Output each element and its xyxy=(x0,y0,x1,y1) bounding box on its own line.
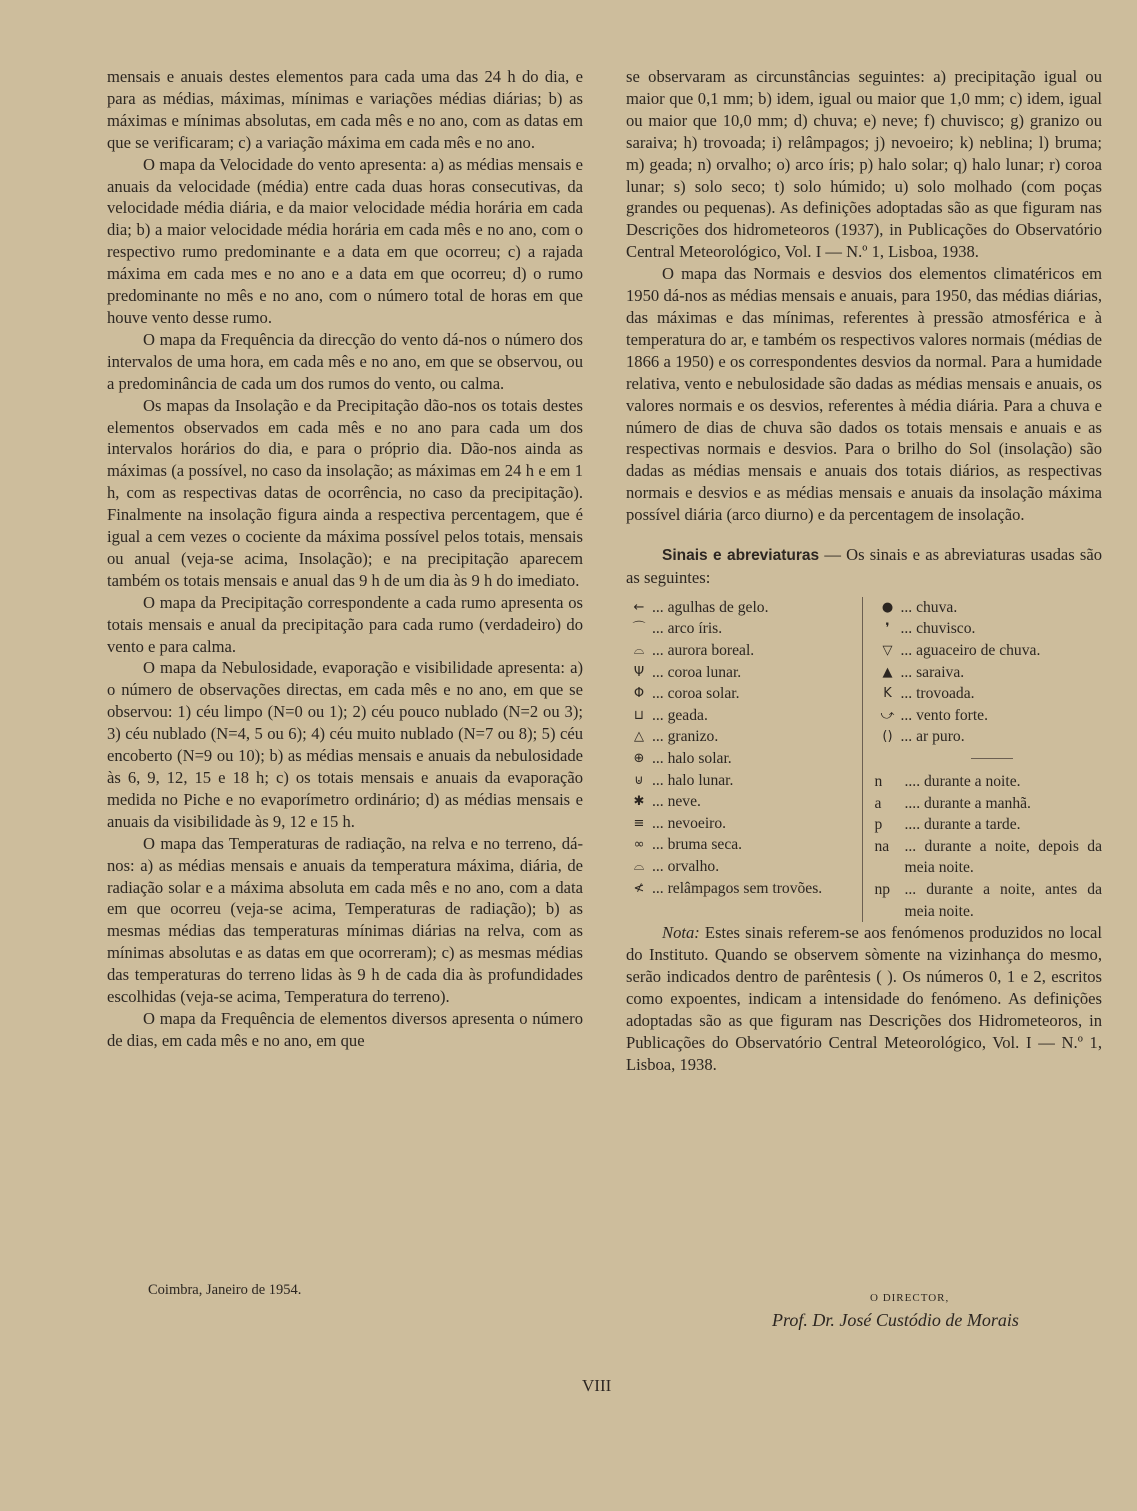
aurora-icon: ⌓ xyxy=(633,643,645,659)
abbreviation-label: ... durante a noite, antes da meia noite. xyxy=(904,880,1102,920)
paragraph: O mapa da Nebulosidade, evaporação e visibilidade apresenta: a) o número de observações directas, em cada mês e no ano, em que se observou: 1) céu limpo (N=0 ou 1); 2) céu pouco nublado (N=2 ou 3); 3) céu nublado (N=4, 5 ou 6); 4) céu muito nublado (N=7 ou 8); 5) céu encoberto (N=9 ou 10); b) as médias mensais e anuais da nebulosidade às 6, 9, 12, 15 e 18 h; c) os totais mensais e anuais da evaporação medida no Piche e no evaporímetro ordinário; d) as médias mensais e anuais da visibilidade às 9, 12 e 15 h. xyxy=(107,658,583,831)
abbreviation-label: .... durante a tarde. xyxy=(904,816,1021,834)
abbreviation: na xyxy=(874,837,890,855)
needles-icon: ← xyxy=(633,599,645,615)
signs-intro xyxy=(626,544,1102,589)
sign-row xyxy=(626,640,854,662)
right-column xyxy=(626,66,1102,1076)
abbreviation-label: .... durante a manhã. xyxy=(904,794,1031,812)
signs-right-column xyxy=(863,597,1103,922)
sign-row xyxy=(626,618,854,640)
signs-left-column xyxy=(626,597,863,922)
frost-icon: ⊔ xyxy=(633,707,645,723)
sign-label: ... neve. xyxy=(652,793,701,811)
sign-label: ... chuva. xyxy=(900,598,958,616)
sign-row xyxy=(626,770,854,792)
sign-label: ... arco íris. xyxy=(652,620,723,638)
abbreviation: np xyxy=(874,880,891,898)
sign-row xyxy=(875,640,1103,662)
abbreviation-row xyxy=(875,814,1103,836)
sign-label: ... saraiva. xyxy=(900,663,965,681)
sign-label: ... halo solar. xyxy=(652,750,732,767)
haze-icon: ∞ xyxy=(633,837,645,853)
sign-row xyxy=(875,597,1103,619)
place-date: Coimbra, Janeiro de 1954. xyxy=(148,1282,302,1298)
shower-icon: ▽ xyxy=(882,643,893,659)
snow-icon: ✱ xyxy=(633,794,645,810)
sign-row xyxy=(626,597,854,619)
sign-row xyxy=(626,726,854,748)
paragraph: O mapa das Normais e desvios dos elementos climatéricos em 1950 dá-nos as médias mensais e anuais, para 1950, das médias diárias, das máximas e das mínimas, referentes à pressão atmosférica e à temperatura do ar, e também os respectivos valores normais (médias de 1866 a 1950) e os correspondentes desvios da normal. Para a humidade relativa, vento e nebulosidade são dadas as médias mensais e anuais, os valores normais e os desvios, referentes à média diária. Para a chuva e número de dias de chuva são dados os totais mensais e anuais e as respectivas normais e desvios. Para o brilho do Sol (insolação) são dadas as médias mensais e anuais dos totais diários, as respectivas normais e desvios e as médias mensais e anuais da insolação máxima possível diária (arco diurno) e da percentagem de insolação. xyxy=(626,264,1102,525)
page-number: VIII xyxy=(582,1376,612,1395)
note xyxy=(626,922,1102,1075)
sign-row xyxy=(626,683,854,705)
sign-row xyxy=(626,791,854,813)
sign-row xyxy=(626,662,854,684)
drizzle-icon: ❜ xyxy=(885,621,890,637)
paragraph: O mapa da Frequência de elementos diversos apresenta o número de dias, em cada mês e no ano, em que xyxy=(107,1008,583,1050)
paragraph: O mapa das Temperaturas de radiação, na relva e no terreno, dá-nos: a) as médias mensais e anuais da temperatura máxima, diária, de radiação solar e a máxima absoluta em cada mês e no ano, com a data em que ocorreu (veja-se acima, Temperaturas de radiação); b) as mesmas médias das temperaturas mínimas diárias na relva, com as mínimas absolutas e as datas em que ocorreram); c) as mesmas médias das temperaturas do terreno lidas às 9 h de cada dia às profundidades escolhidas (veja-se acima, Temperatura do terreno). xyxy=(107,833,583,1007)
sign-label: ... trovoada. xyxy=(900,685,975,703)
abbreviation-row xyxy=(875,793,1103,815)
hail-icon: △ xyxy=(634,729,644,745)
abbreviation: a xyxy=(874,794,882,812)
sign-row xyxy=(626,834,854,856)
sign-label: ... aurora boreal. xyxy=(652,642,755,660)
sign-label: ... chuvisco. xyxy=(900,620,976,638)
thunderstorm-icon: K xyxy=(883,686,892,702)
dew-icon: ⌓ xyxy=(633,858,645,874)
sleet-icon: ▲ xyxy=(882,664,893,680)
abbreviation-label: .... durante a noite. xyxy=(904,773,1021,790)
abbreviation-row xyxy=(875,771,1103,793)
sign-label: ... agulhas de gelo. xyxy=(652,598,769,616)
sign-label: ... aguaceiro de chuva. xyxy=(900,642,1041,660)
sign-row xyxy=(626,856,854,878)
lightning-icon: ≮ xyxy=(633,880,645,896)
sign-label: ... ar puro. xyxy=(900,728,965,746)
note-text: Estes sinais referem-se aos fenómenos produzidos no local do Instituto. Quando se observem sòmente na vizinhança do mesmo, serão indicados dentro de parêntesis ( ). Os números 0, 1 e 2, escritos como expoentes, indicam a intensidade do fenómeno. As definições adoptadas são as que figuram nas Descrições dos Hidrometeoros, in Publicações do Observatório Central Meteorológico, Vol. I — N.º 1, Lisboa, 1938. xyxy=(626,923,1102,1074)
sign-label: ... coroa solar. xyxy=(652,685,740,703)
divider xyxy=(971,758,1013,759)
paragraph: O mapa da Precipitação correspondente a cada rumo apresenta os totais mensais e anual da precipitação para cada rumo (verdadeiro) do vento e para calma. xyxy=(107,592,583,656)
sign-row xyxy=(875,683,1103,705)
paragraph: O mapa da Velocidade do vento apresenta: a) as médias mensais e anuais da velocidade (média) entre cada duas horas consecutivas, da velocidade média diária, e da maior velocidade média horária em cada dia; b) a maior velocidade média horária em cada mês e no ano, com o respectivo rumo predominante e a data em que ocorreu; c) a rajada máxima em cada mes e no ano e a data em que ocorreu; d) o rumo predominante no mês e no ano, com o número total de horas em que houve vento desse rumo. xyxy=(107,154,583,327)
paragraph: mensais e anuais destes elementos para cada uma das 24 h do dia, e para as médias, máximas, mínimas e variações médias diárias; b) as máximas e mínimas absolutas, em cada mês e no ano, com as datas em que se verificaram; c) a variação máxima em cada mês e no ano. xyxy=(107,67,583,152)
sign-row xyxy=(626,878,854,900)
clear-air-icon: () xyxy=(882,729,893,745)
lunar-corona-icon: Ψ xyxy=(633,664,645,680)
note-label: Nota: xyxy=(662,923,700,943)
sign-label: ... nevoeiro. xyxy=(652,814,727,832)
sign-row xyxy=(875,726,1103,748)
director-name: Prof. Dr. José Custódio de Morais xyxy=(772,1310,1019,1330)
abbreviation: p xyxy=(874,816,883,834)
director-title: O DIRECTOR, xyxy=(870,1292,950,1304)
rain-icon: ● xyxy=(881,599,894,615)
sign-row xyxy=(626,748,854,770)
sign-label: ... geada. xyxy=(652,706,708,724)
abbreviation-label: ... durante a noite, depois da meia noite. xyxy=(904,837,1102,877)
abbreviation-row xyxy=(875,836,1103,879)
sign-label: ... relâmpagos sem trovões. xyxy=(652,879,823,897)
sign-label: ... bruma seca. xyxy=(652,836,743,854)
section-heading: Sinais e abreviaturas xyxy=(662,547,820,565)
abbreviation: n xyxy=(874,773,883,790)
paragraph: se observaram as circunstâncias seguintes: a) precipitação igual ou maior que 0,1 mm; b) idem, igual ou maior que 1,0 mm; c) idem, igual ou maior que 10,0 mm; d) chuva; e) neve; f) chuvisco; g) granizo ou saraiva; h) trovoada; i) relâmpagos; j) nevoeiro; k) neblina; l) bruma; m) geada; n) orvalho; o) arco íris; p) halo solar; q) halo lunar; r) coroa lunar; s) solo seco; t) solo húmido; u) solo molhado (com poças grandes ou pequenas). As definições adoptadas são as que figuram nas Descrições dos hidrometeoros (1937), in Publicações do Observatório Central Meteorológico, Vol. I — N.º 1, Lisboa, 1938. xyxy=(626,67,1102,262)
sign-label: ... vento forte. xyxy=(900,706,988,724)
sign-row xyxy=(875,705,1103,727)
rainbow-icon: ⌒ xyxy=(632,621,646,637)
solar-halo-icon: ⊕ xyxy=(633,751,645,766)
sign-row xyxy=(626,813,854,835)
sign-label: ... coroa lunar. xyxy=(652,663,742,681)
abbreviation-row xyxy=(875,879,1103,922)
sign-row xyxy=(875,618,1103,640)
solar-corona-icon: Φ xyxy=(633,686,645,702)
sign-row xyxy=(875,662,1103,684)
paragraph: O mapa da Frequência da direcção do vento dá-nos o número dos intervalos de uma hora, em cada mês e no ano, em que se observou, ou a predominância de cada um dos rumos do vento, ou calma. xyxy=(107,329,583,393)
sign-row xyxy=(626,705,854,727)
left-column xyxy=(107,66,583,1052)
signs-intro-text: — Os sinais e as abreviaturas usadas são as seguintes: xyxy=(626,545,1102,587)
sign-label: ... halo lunar. xyxy=(652,771,734,789)
sign-label: ... orvalho. xyxy=(652,857,720,875)
fog-icon: ≡ xyxy=(633,815,645,831)
signs-table xyxy=(626,597,1102,922)
strong-wind-icon: ⤻ xyxy=(880,707,895,723)
sign-label: ... granizo. xyxy=(652,728,719,746)
lunar-halo-icon: ⊍ xyxy=(634,772,644,788)
paragraph: Os mapas da Insolação e da Precipitação dão-nos os totais destes elementos observados em cada mês e no ano para cada um dos intervalos horários do dia, e para o próprio dia. Dão-nos ainda as máximas (a possível, no caso da insolação; as máximas em 24 h e em 1 h, com as respectivas datas de ocorrência, no caso da precipitação). Finalmente na insolação figura ainda a respectiva percentagem, que é igual a cem vezes o cociente da máxima possível pelos totais, mensais ou anual (veja-se acima, Insolação); e na precipitação aparecem também os totais mensais e anual das 9 h de um dia às 9 h do imediato. xyxy=(107,395,583,590)
